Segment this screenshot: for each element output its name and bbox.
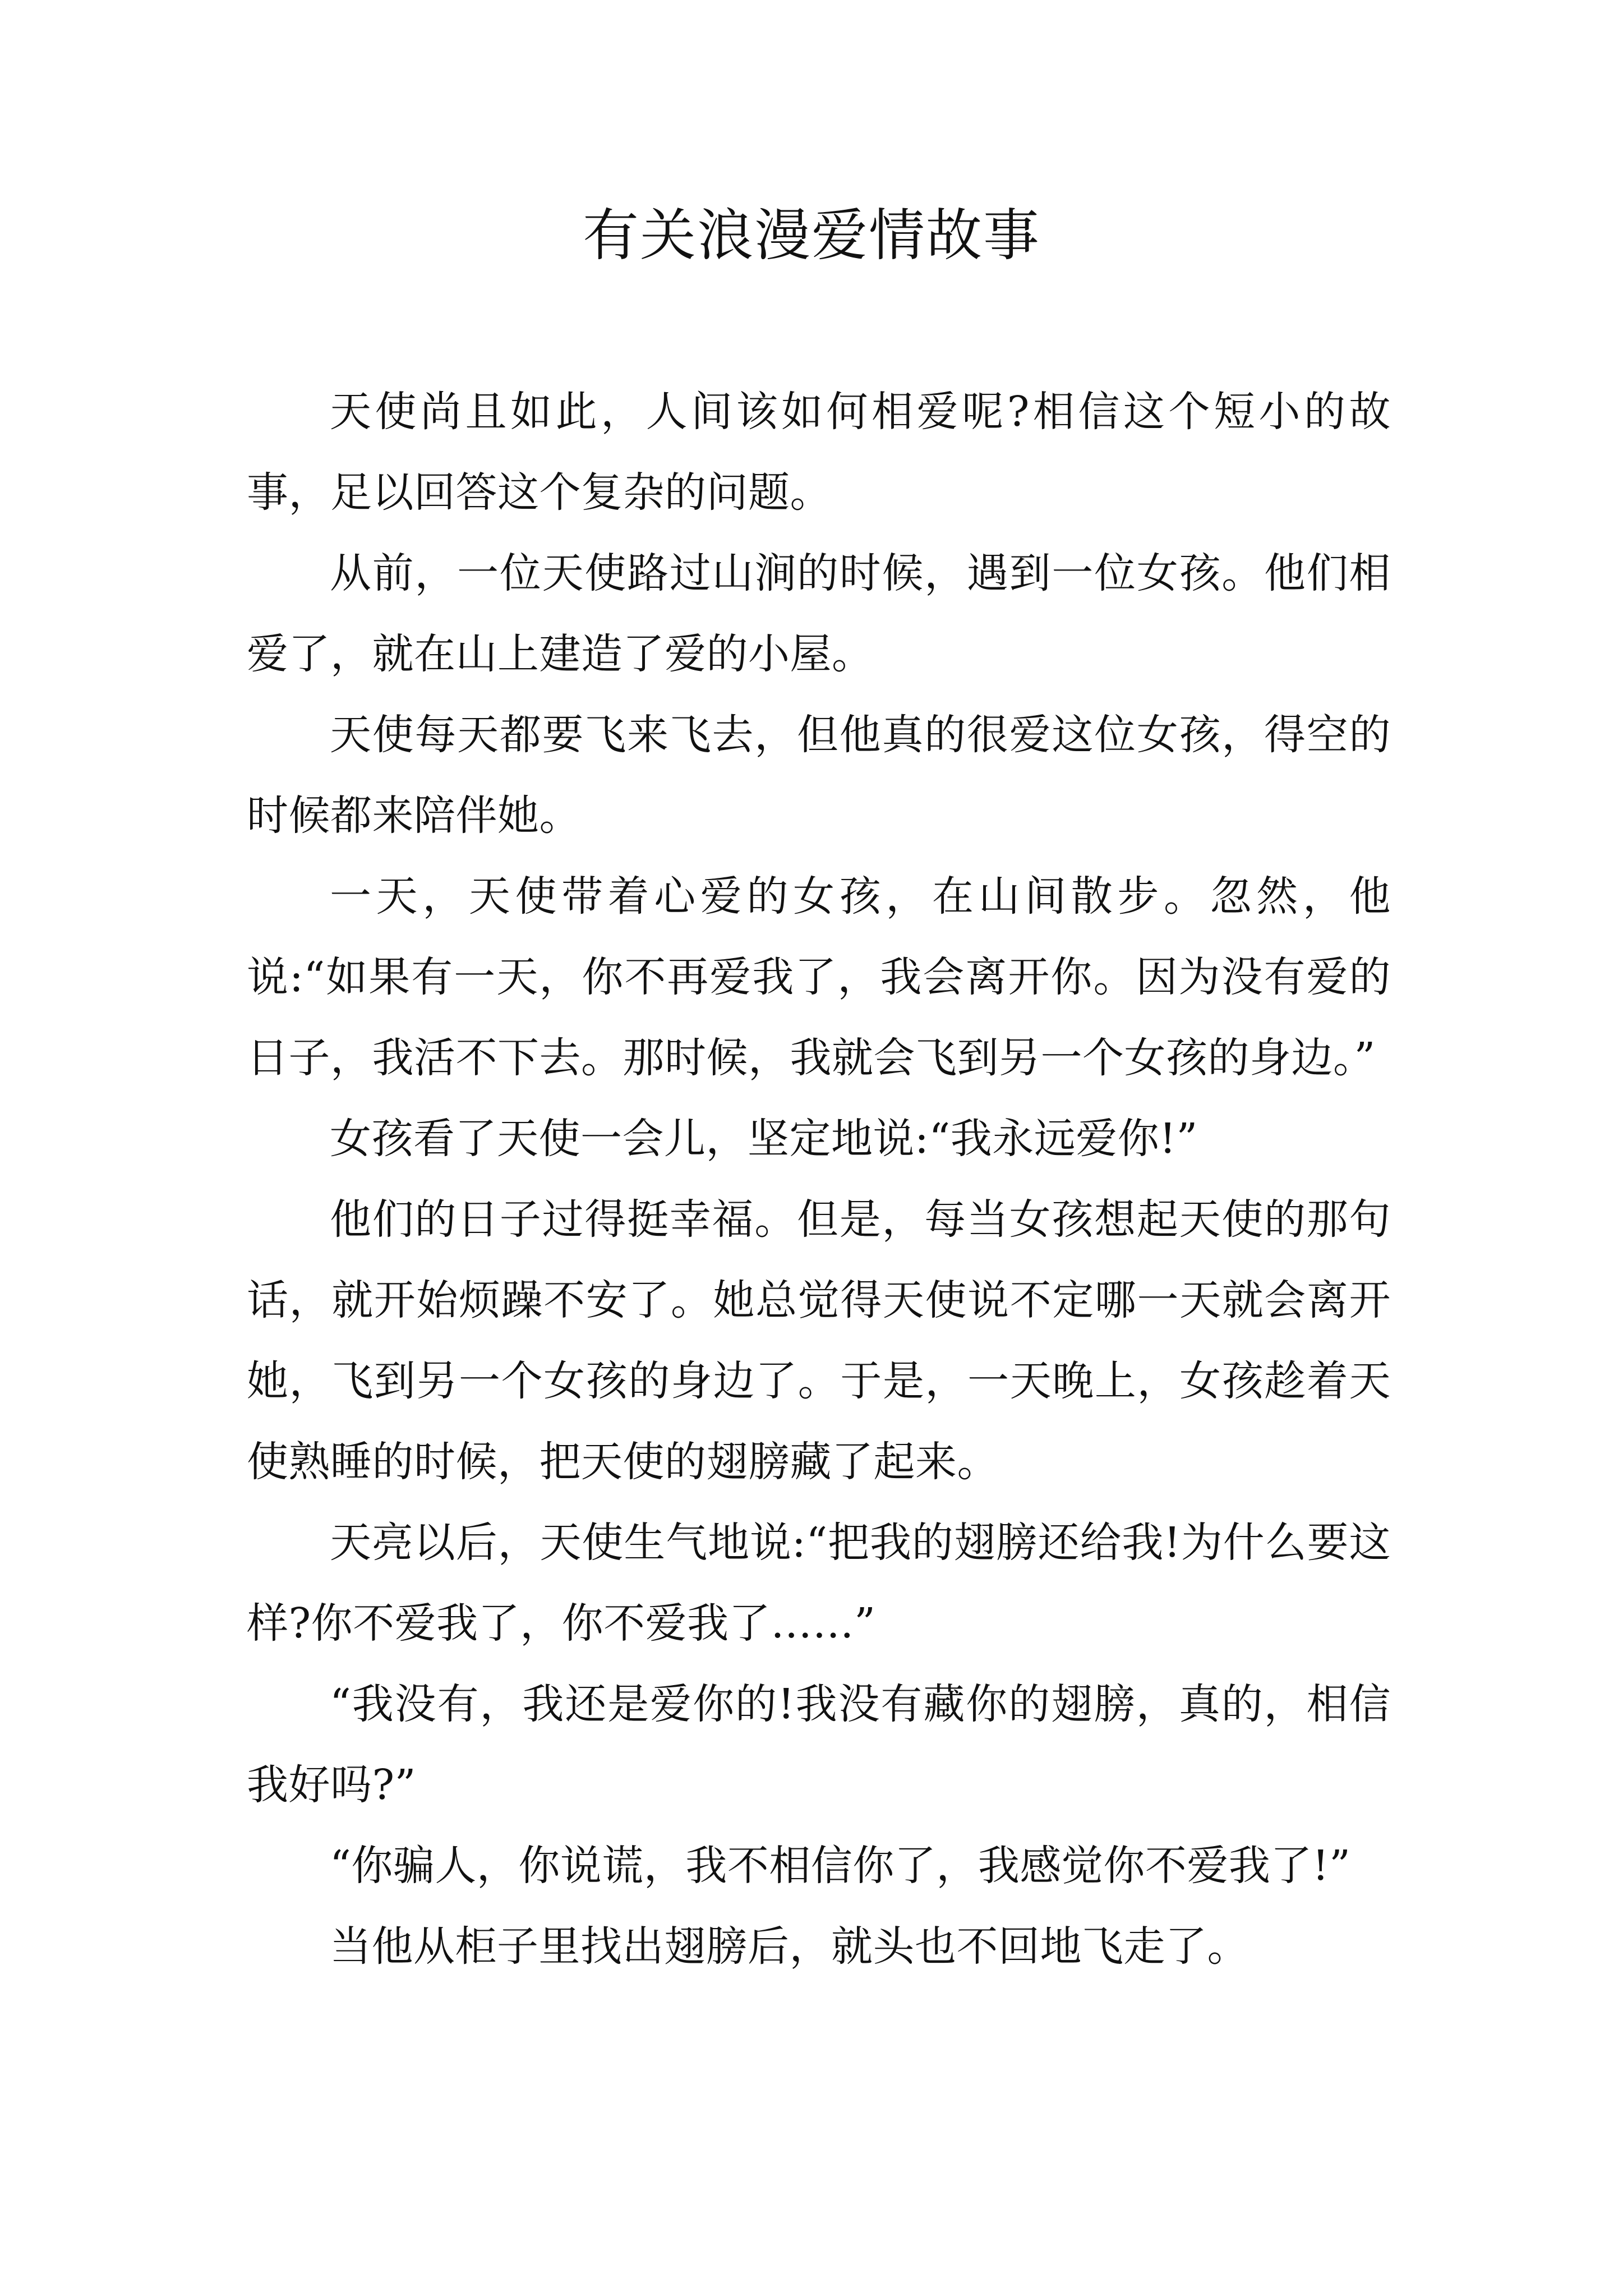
paragraph: 女孩看了天使一会儿，坚定地说:“我永远爱你!” <box>330 1115 1198 1163</box>
document-title: 有关浪漫爱情故事 <box>583 203 1040 268</box>
paragraph: “你骗人，你说谎，我不相信你了，我感觉你不爱我了!” <box>330 1842 1351 1890</box>
paragraph: 从前，一位天使路过山涧的时候，遇到一位女孩。他们相爱了，就在山上建造了爱的小屋。 <box>247 549 1391 678</box>
paragraph: 当他从柜子里找出翅膀后，就头也不回地飞走了。 <box>330 1922 1249 1971</box>
paragraph: “我没有，我还是爱你的!我没有藏你的翅膀，真的，相信我好吗?” <box>247 1680 1391 1809</box>
paragraph: 天使尚且如此，人间该如何相爱呢?相信这个短小的故事，足以回答这个复杂的问题。 <box>247 388 1391 517</box>
document-body <box>247 371 1391 1987</box>
paragraph: 天使每天都要飞来飞去，但他真的很爱这位女孩，得空的时候都来陪伴她。 <box>247 711 1391 840</box>
paragraph: 他们的日子过得挺幸福。但是，每当女孩想起天使的那句话，就开始烦躁不安了。她总觉得天使说不定哪一天就会离开她，飞到另一个女孩的身边了。于是，一天晚上，女孩趁着天使熟睡的时候，把天使的翅膀藏了起来。 <box>247 1195 1391 1486</box>
paragraph: 一天，天使带着心爱的女孩，在山间散步。忽然，他说:“如果有一天，你不再爱我了，我会离开你。因为没有爱的日子，我活不下去。那时候，我就会飞到另一个女孩的身边。” <box>247 872 1391 1082</box>
paragraph: 天亮以后，天使生气地说:“把我的翅膀还给我!为什么要这样?你不爱我了，你不爱我了……” <box>247 1519 1391 1648</box>
